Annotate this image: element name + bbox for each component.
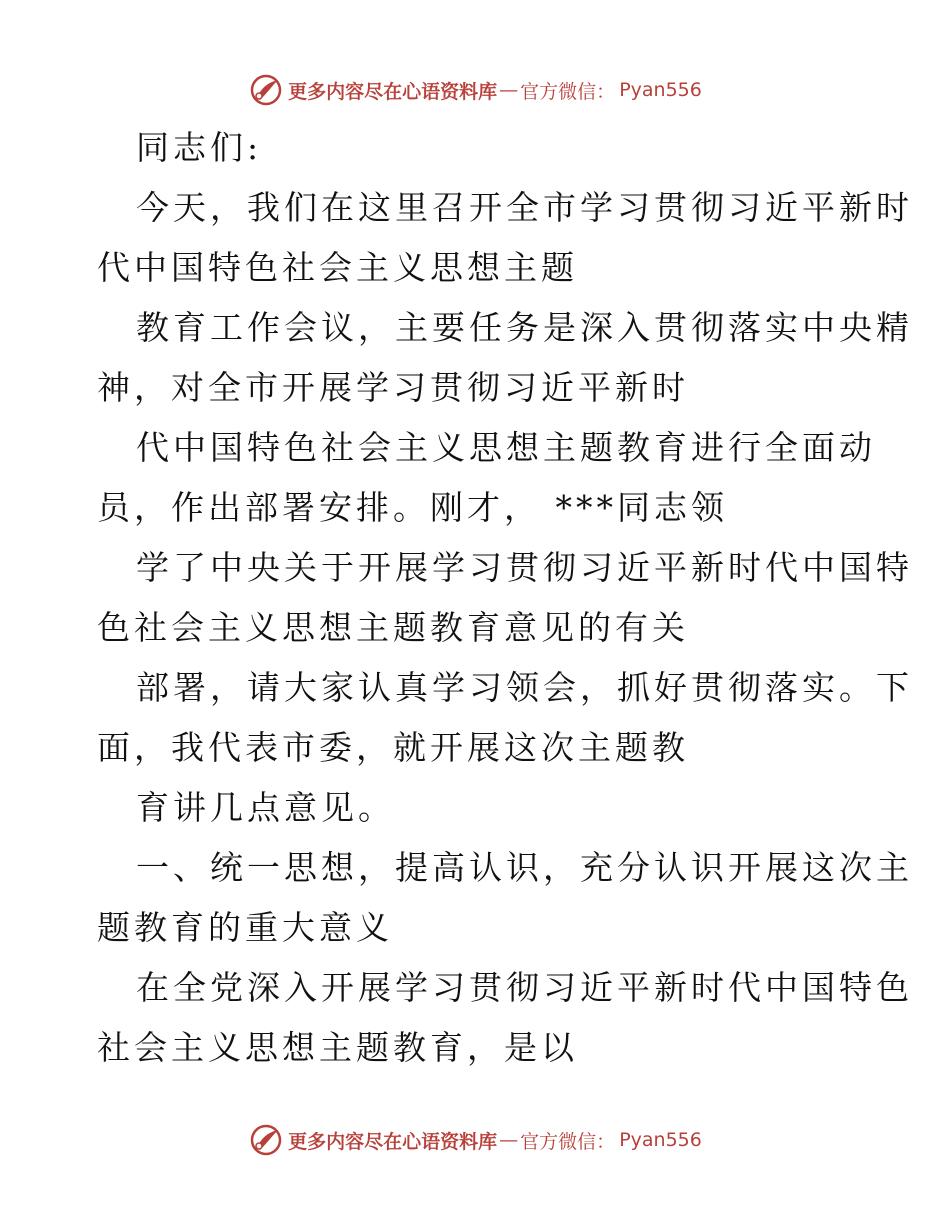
brand-logo-icon xyxy=(248,1122,284,1158)
footer-wechat-id: Pyan556 xyxy=(619,1129,702,1151)
text-line: 育讲几点意见。 xyxy=(136,788,395,827)
header-wechat-id: Pyan556 xyxy=(619,79,702,101)
text-line: 一、统一思想，提高认识，充分认识开展这次主 xyxy=(136,848,913,887)
footer-brand-name: 更多内容尽在心语资料库 xyxy=(288,1130,498,1153)
text-line: 社会主义思想主题教育，是以 xyxy=(97,1028,578,1067)
header-colon: ： xyxy=(596,80,616,103)
brand-logo-icon xyxy=(248,72,284,108)
text-line: 教育工作会议，主要任务是深入贯彻落实中央精 xyxy=(136,308,913,347)
header-brand-name: 更多内容尽在心语资料库 xyxy=(288,80,498,103)
text-line: 代中国特色社会主义思想主题 xyxy=(97,248,578,287)
header-dash: — xyxy=(499,79,519,101)
text-line: 部署，请大家认真学习领会，抓好贯彻落实。下 xyxy=(136,668,913,707)
footer-colon: ： xyxy=(596,1130,616,1153)
footer-dash: — xyxy=(499,1129,519,1151)
text-line: 在全党深入开展学习贯彻习近平新时代中国特色 xyxy=(136,968,913,1007)
footer-watermark xyxy=(0,1120,950,1160)
text-line: 今天，我们在这里召开全市学习贯彻习近平新时 xyxy=(136,188,913,227)
document-body xyxy=(97,118,913,1078)
header-official-label: 官方微信 xyxy=(520,80,597,103)
text-line: 员，作出部署安排。刚才， ***同志领 xyxy=(97,488,728,527)
text-line: 色社会主义思想主题教育意见的有关 xyxy=(97,608,689,647)
footer-official-label: 官方微信 xyxy=(520,1130,597,1153)
header-watermark xyxy=(0,70,950,110)
text-line: 学了中央关于开展学习贯彻习近平新时代中国特 xyxy=(136,548,913,587)
text-line: 代中国特色社会主义思想主题教育进行全面动 xyxy=(136,428,876,467)
text-line: 同志们: xyxy=(136,128,263,167)
text-line: 面，我代表市委，就开展这次主题教 xyxy=(97,728,689,767)
text-line: 题教育的重大意义 xyxy=(97,908,393,947)
text-line: 神，对全市开展学习贯彻习近平新时 xyxy=(97,368,689,407)
